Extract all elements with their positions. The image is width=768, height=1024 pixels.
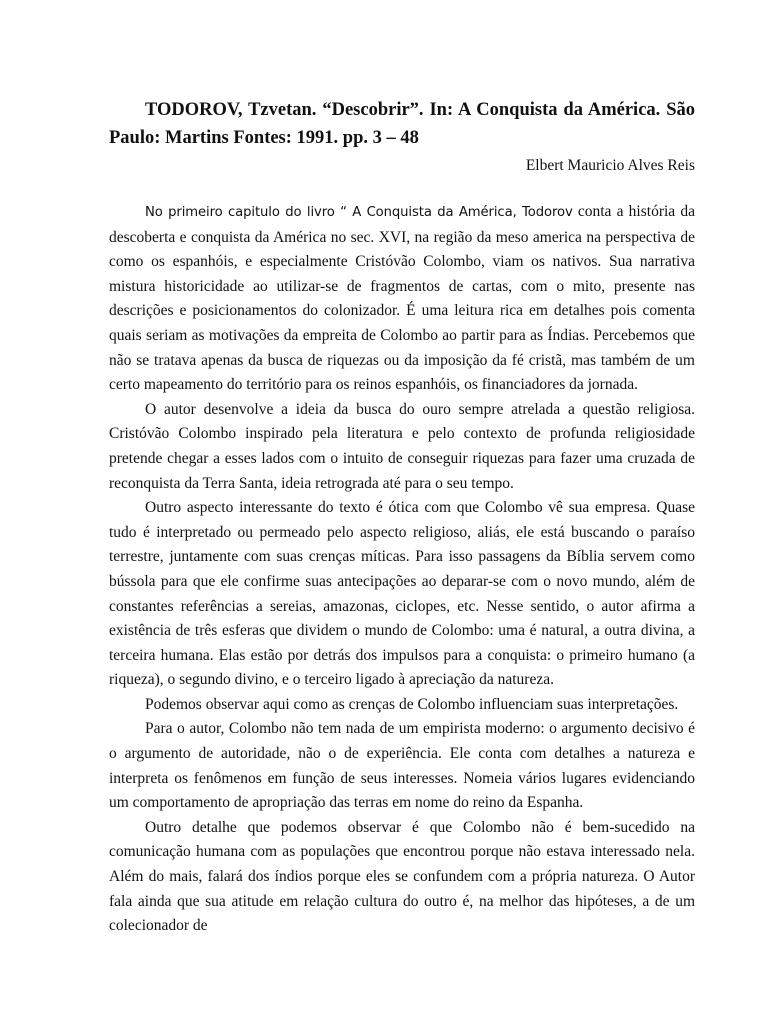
paragraph-4: Podemos observar aqui como as crenças de Colombo influenciam suas interpretações.	[145, 695, 679, 713]
paragraph-2: O autor desenvolve a ideia da busca do ouro sempre atrelada a questão religiosa. Cristóvão Colombo inspirado pela literatura e pelo contexto de profunda religiosidade pretende chegar a esses lados com o intuito de conseguir riquezas para fazer uma cruzada de reconquista da Terra Santa, ideia retrograda até para o seu tempo.	[109, 400, 695, 492]
paragraph-1	[109, 200, 695, 398]
document-body	[109, 200, 695, 939]
paragraph-3: Outro aspecto interessante do texto é ótica com que Colombo vê sua empresa. Quase tudo é interpretado ou permeado pelo aspecto religioso, aliás, ele está buscando o paraíso terrestre, juntamente com suas crenças míticas. Para isso passagens da Bíblia servem como bússola para que ele confirme suas antecipações ao deparar-se com o novo mundo, além de constantes referências a sereias, amazonas, ciclopes, etc. Nesse sentido, o autor afirma a existência de três esferas que dividem o mundo de Colombo: uma é natural, a outra divina, a terceira humana. Elas estão por detrás dos impulsos para a conquista: o primeiro humano (a riqueza), o segundo divino, e o terceiro ligado à apreciação da natureza.	[109, 499, 695, 689]
paragraph-1-lead: No primeiro capitulo do livro “ A Conquista da América, Todorov	[145, 205, 573, 220]
paragraph-5: Para o autor, Colombo não tem nada de um empirista moderno: o argumento decisivo é o argumento de autoridade, não o de experiência. Ele conta com detalhes a natureza e interpreta os fenômenos em função de seus interesses. Nomeia vários lugares evidenciando um comportamento de apropriação das terras em nome do reino da Espanha.	[109, 720, 695, 812]
paragraph-6: Outro detalhe que podemos observar é que Colombo não é bem-sucedido na comunicação humana com as populações que encontrou porque não estava interessado nela. Além do mais, falará dos índios porque eles se confundem com a própria natureza. O Autor fala ainda que sua atitude em relação cultura do outro é, na melhor das hipóteses, a de um colecionador de	[109, 818, 695, 935]
author-name: Elbert Mauricio Alves Reis	[525, 157, 695, 174]
document-page	[109, 96, 695, 939]
citation-heading: TODOROV, Tzvetan. “Descobrir”. In: A Conquista da América. São Paulo: Martins Fontes: 1991. pp. 3 – 48	[109, 100, 695, 148]
paragraph-1-text: conta a história da descoberta e conquista da América no sec. XVI, na região da meso america na perspectiva de como os espanhóis, e especialmente Cristóvão Colombo, viam os nativos. Sua narrativa mistura historicidade ao utilizar-se de fragmentos de cartas, com o mito, presente nas descrições e posicionamentos do colonizador. É uma leitura rica em detalhes pois comenta quais seriam as motivações da empreita de Colombo ao partir para as Índias. Percebemos que não se tratava apenas da busca de riquezas ou da imposição da fé cristã, mas também de um certo mapeamento do território para os reinos espanhóis, os financiadores da jornada.	[109, 203, 695, 394]
